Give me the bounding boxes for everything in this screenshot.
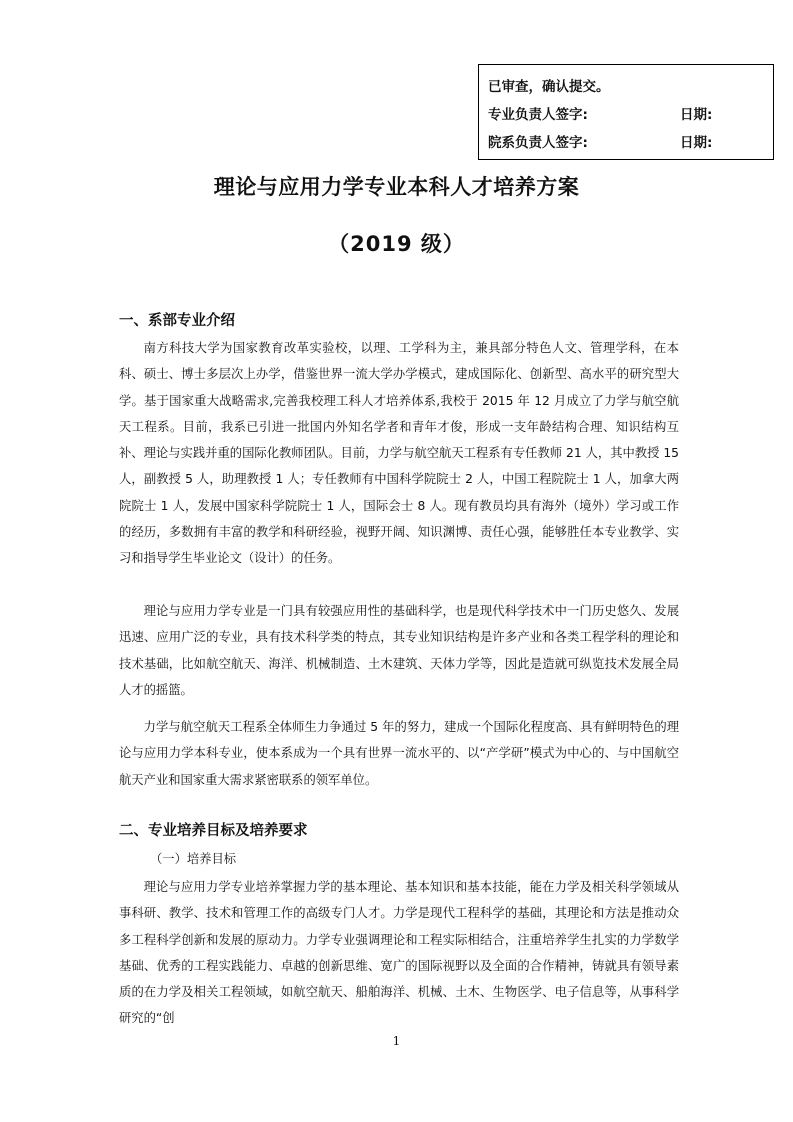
subheading-training-goal: （一）培养目标: [150, 852, 237, 866]
page-number: 1: [392, 1034, 401, 1048]
paragraph-intro-1: 南方科技大学为国家教育改革实验校，以理、工学科为主，兼具部分特色人文、管理学科，在本科、硕士、博士多层次上办学，借鉴世界一流大学办学模式，建成国际化、创新型、高水平的研究型大学。基于国家重大战略需求,完善我校理工科人才培养体系,我校于 2015 年 12 月成立了力学与航空航天工程系。目前，我系已引进一批国内外知名学者和青年才俊，形成一支年龄结构合理、知识结构互补、理论与实践并重的国际化教师团队。目前，力学与航空航天工程系有专任教师 21 人，其中教授 15 人，副教授 5 人，助理教授 1 人；专任教师有中国科学院院士 2 人，中国工程院院士 1 人，加拿大两院院士 1 人，发展中国家科学院院士 1 人，国际会士 8 人。现有教员均具有海外（境外）学习或工作的经历，多数拥有丰富的教学和科研经验，视野开阔、知识渊博、责任心强，能够胜任本专业教学、实习和指导学生毕业论文（设计）的任务。: [119, 341, 679, 566]
major-lead-date-label: 日期:: [680, 107, 713, 123]
paragraph-goals-1: 理论与应用力学专业培养掌握力学的基本理论、基本知识和基本技能，能在力学及相关科学领域从事科研、教学、技术和管理工作的高级专门人才。力学是现代工程科学的基础，其理论和方法是推动众多工程科学创新和发展的原动力。力学专业强调理论和工程实际相结合，注重培养学生扎实的力学数学基础、优秀的工程实践能力、卓越的创新思维、宽广的国际视野以及全面的合作精神，铸就具有领导素质的在力学及相关工程领域，如航空航天、船舶海洋、机械、土木、生物医学、电子信息等，从事科学研究的“创: [119, 880, 679, 1026]
paragraph-intro-3: 力学与航空航天工程系全体师生力争通过 5 年的努力，建成一个国际化程度高、具有鲜明特色的理论与应用力学本科专业，使本系成为一个具有世界一流水平的、以“产学研”模式为中心的、与中国航空航天产业和国家重大需求紧密联系的领军单位。: [119, 720, 679, 787]
section-heading-goals: 二、专业培养目标及培养要求: [119, 823, 308, 839]
dept-lead-sign-label: 院系负责人签字:: [488, 135, 588, 151]
major-lead-signature-row: [488, 101, 765, 129]
document-title: 理论与应用力学专业本科人才培养方案: [213, 175, 580, 199]
document-subtitle: （2019 级）: [328, 232, 465, 256]
dept-lead-date-label: 日期:: [680, 135, 713, 151]
dept-lead-signature-row: [488, 129, 765, 157]
section-heading-intro: 一、系部专业介绍: [119, 313, 235, 329]
approval-box: [478, 64, 774, 160]
major-lead-sign-label: 专业负责人签字:: [488, 107, 588, 123]
paragraph-intro-2: 理论与应用力学专业是一门具有较强应用性的基础科学，也是现代科学技术中一门历史悠久、发展迅速、应用广泛的专业，具有技术科学类的特点，其专业知识结构是许多产业和各类工程学科的理论和技术基础，比如航空航天、海洋、机械制造、土木建筑、天体力学等，因此是造就可纵览技术发展全局人才的摇篮。: [119, 604, 679, 697]
approval-confirm: 已审查，确认提交。: [488, 79, 610, 95]
